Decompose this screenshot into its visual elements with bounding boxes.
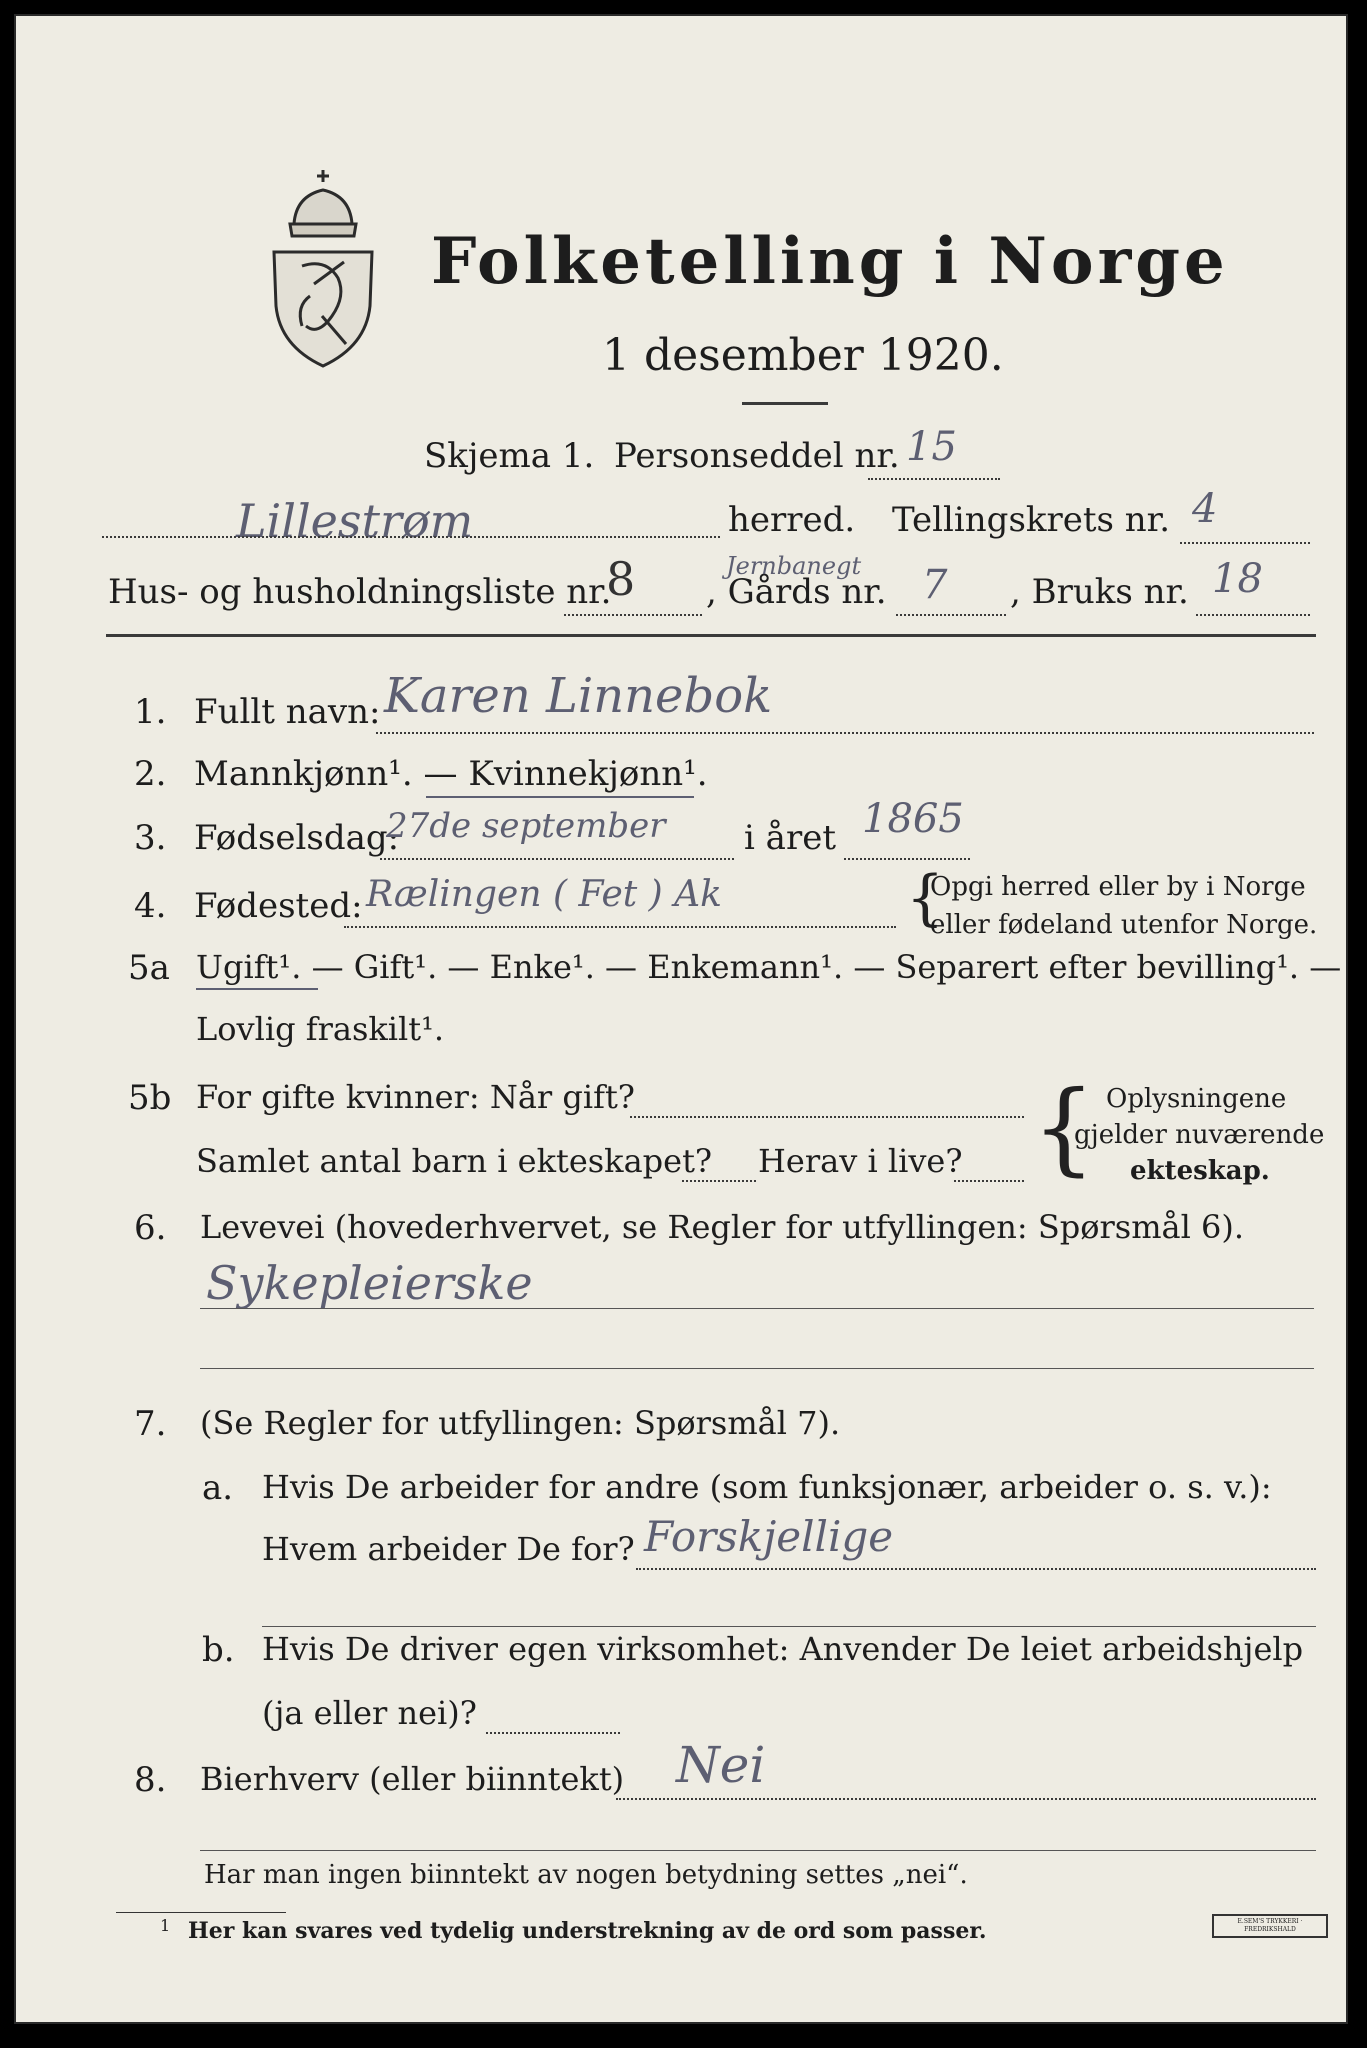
- q5b-label-2: Samlet antal barn i ekteskapet?: [196, 1142, 713, 1180]
- q7a-label-2: Hvem arbeider De for?: [262, 1530, 635, 1568]
- personseddel-label: Personseddel nr.: [614, 436, 900, 476]
- footnote-number: 1: [160, 1916, 171, 1935]
- gaards-line: [896, 614, 1006, 616]
- q3-value[interactable]: 27de september: [386, 806, 666, 846]
- q7a-value[interactable]: Forskjellige: [644, 1512, 894, 1561]
- q5b-when-line: [630, 1116, 1024, 1118]
- q5b-label-3: Herav i live?: [758, 1142, 963, 1180]
- q2-underline: [426, 796, 694, 798]
- q7b-label: Hvis De driver egen virksomhet: Anvender De leiet arbeidshjelp: [262, 1630, 1304, 1668]
- q5a-label: Ugift¹. — Gift¹. — Enke¹. — Enkemann¹. — Separert efter bevilling¹. —: [196, 948, 1342, 986]
- personseddel-value[interactable]: 15: [906, 424, 957, 470]
- footnote-text: Her kan svares ved tydelig understrekning av de ord som passer.: [188, 1918, 987, 1944]
- husliste-label: Hus- og husholdningsliste nr.: [108, 572, 612, 612]
- q3-year-label: i året: [744, 818, 836, 858]
- form-title: Folketelling i Norge: [431, 224, 1229, 299]
- q5b-label: For gifte kvinner: Når gift?: [196, 1078, 635, 1116]
- husliste-value[interactable]: 8: [606, 552, 636, 606]
- herred-label: herred.: [728, 500, 856, 540]
- bruks-line: [1196, 614, 1310, 616]
- q1-label: Fullt navn:: [194, 692, 381, 732]
- tellingskrets-line: [1180, 542, 1310, 544]
- place-value[interactable]: Lillestrøm: [236, 494, 474, 548]
- personseddel-line: [868, 478, 1000, 480]
- q2-number: 2.: [134, 754, 167, 794]
- q3-label: Fødselsdag:: [194, 818, 400, 858]
- q7b-label-2: (ja eller nei)?: [262, 1694, 477, 1732]
- q4-value[interactable]: Rælingen ( Fet ) Ak: [366, 874, 722, 915]
- q7-number: 7.: [134, 1404, 167, 1444]
- tellingskrets-label: Tellingskrets nr.: [892, 500, 1171, 540]
- q8-value[interactable]: Nei: [676, 1736, 766, 1794]
- q4-label: Fødested:: [194, 886, 363, 926]
- footer-note: Har man ingen biinntekt av nogen betydning settes „nei“.: [204, 1860, 968, 1890]
- place-line: [102, 536, 720, 538]
- q1-value[interactable]: Karen Linnebok: [384, 668, 773, 724]
- q5b-note-2: gjelder nuværende: [1074, 1120, 1325, 1150]
- bruks-label: , Bruks nr.: [1010, 572, 1189, 612]
- q4-note-brace: {: [906, 863, 945, 933]
- q6-number: 6.: [134, 1208, 167, 1248]
- q1-number: 1.: [134, 692, 167, 732]
- q8-line: [616, 1798, 1316, 1800]
- q6-line-2: [200, 1368, 1314, 1369]
- census-form: [14, 14, 1348, 2024]
- q5a-number: 5a: [128, 948, 170, 988]
- q4-number: 4.: [134, 886, 167, 926]
- q2-label: Mannkjønn¹. — Kvinnekjønn¹.: [194, 754, 708, 794]
- coat-of-arms-icon: [266, 166, 381, 371]
- q5a-underline: [196, 988, 318, 990]
- q7b-number: b.: [202, 1630, 235, 1670]
- husliste-line: [564, 614, 702, 616]
- q7a-line-2: [262, 1626, 1316, 1627]
- q6-line-1: [200, 1308, 1314, 1309]
- q5b-note-brace: {: [1032, 1069, 1096, 1186]
- gaards-value[interactable]: 7: [922, 562, 948, 608]
- gaards-label: , Gårds nr.: [706, 572, 887, 612]
- q5b-number: 5b: [128, 1078, 172, 1118]
- q7b-line: [486, 1732, 620, 1734]
- q5a-label-2: Lovlig fraskilt¹.: [196, 1010, 445, 1048]
- gaards-above-value[interactable]: Jernbanegt: [726, 552, 862, 580]
- q4-line: [344, 926, 896, 928]
- printer-stamp: E.SEM'S TRYKKERI · FREDRIKSHALD: [1212, 1914, 1328, 1938]
- q8-number: 8.: [134, 1760, 167, 1800]
- q1-line: [376, 732, 1314, 734]
- q6-label: Levevei (hovederhvervet, se Regler for utfyllingen: Spørsmål 6).: [200, 1208, 1245, 1246]
- q3-number: 3.: [134, 818, 167, 858]
- q7a-line: [636, 1568, 1316, 1570]
- census-date: 1 desember 1920.: [602, 330, 1004, 381]
- q7a-label: Hvis De arbeider for andre (som funksjonær, arbeider o. s. v.):: [262, 1468, 1272, 1506]
- tellingskrets-value[interactable]: 4: [1192, 486, 1218, 532]
- q4-note-1: Opgi herred eller by i Norge: [930, 872, 1306, 902]
- header-rule: [106, 634, 1316, 637]
- q8-line-2: [200, 1850, 1316, 1851]
- q5b-note-3: ekteskap.: [1130, 1156, 1270, 1186]
- q3-year-line: [844, 858, 970, 860]
- q5b-note-1: Oplysningene: [1106, 1084, 1287, 1114]
- q8-label: Bierhverv (eller biinntekt): [200, 1760, 625, 1798]
- q7a-number: a.: [202, 1468, 234, 1508]
- q3-line: [380, 858, 734, 860]
- q3-year-value[interactable]: 1865: [862, 796, 964, 842]
- q6-value[interactable]: Sykepleierske: [206, 1256, 533, 1310]
- skjema-label: Skjema 1.: [424, 436, 595, 476]
- bruks-value[interactable]: 18: [1212, 556, 1263, 602]
- q7-label: (Se Regler for utfyllingen: Spørsmål 7).: [200, 1404, 841, 1442]
- q4-note-2: eller fødeland utenfor Norge.: [930, 910, 1318, 940]
- title-divider: [742, 402, 828, 405]
- q5b-alive-line: [954, 1180, 1024, 1182]
- q5b-children-line: [682, 1180, 756, 1182]
- footnote-rule: [116, 1912, 286, 1913]
